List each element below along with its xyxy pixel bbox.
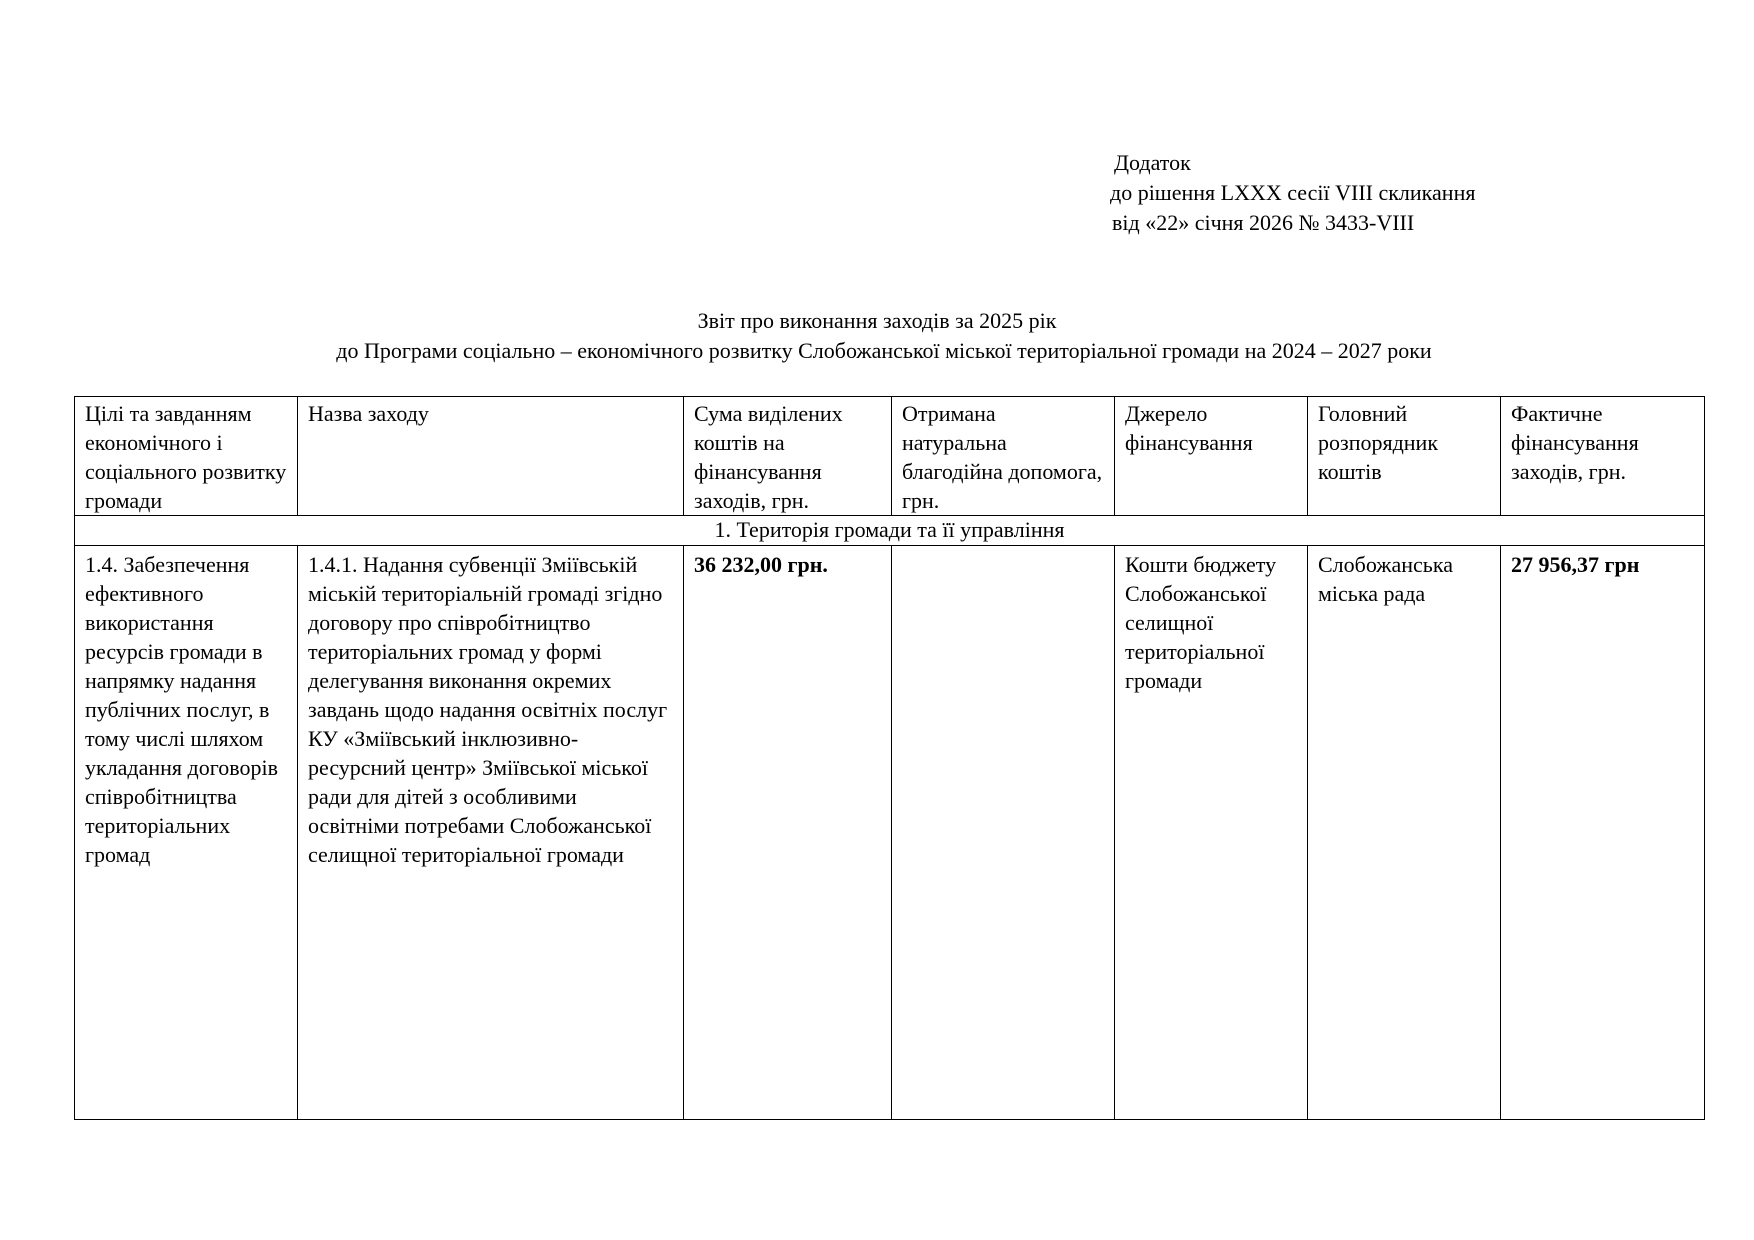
- cell-actual-funding: 27 956,37 грн: [1501, 546, 1705, 1120]
- cell-fund-manager: Слобожанська міська рада: [1308, 546, 1501, 1120]
- report-table: [74, 396, 1705, 1120]
- section-title: 1. Територія громади та її управління: [75, 516, 1705, 546]
- header-allocated-sum: Сума виділених коштів на фінансування заходів, грн.: [684, 397, 892, 516]
- header-fund-manager: Головний розпорядник коштів: [1308, 397, 1501, 516]
- annex-block: [1110, 148, 1475, 238]
- report-title: [0, 306, 1754, 366]
- header-actual-funding: Фактичне фінансування заходів, грн.: [1501, 397, 1705, 516]
- report-title-line-2: до Програми соціально – економічного розвитку Слобожанської міської територіальної громади на 2024 – 2027 роки: [336, 338, 1432, 363]
- annex-decision: до рішення LXXX сесії VIII скликання: [1110, 180, 1476, 205]
- header-goals: Цілі та завданням економічного і соціального розвитку громади: [75, 397, 298, 516]
- cell-goal: 1.4. Забезпечення ефективного використання ресурсів громади в напрямку надання публічних послуг, в тому числі шляхом укладання договорів співробітництва територіальних громад: [75, 546, 298, 1120]
- table-header-row: [75, 397, 1705, 516]
- cell-measure: 1.4.1. Надання субвенції Зміївській міській територіальній громаді згідно договору про співробітництво територіальних громад у формі делегування виконання окремих завдань щодо надання освітніх послуг КУ «Зміївський інклюзивно-ресурсний центр» Зміївської міської ради для дітей з особливими освітніми потребами Слобожанської селищної територіальної громади: [298, 546, 684, 1120]
- cell-allocated-sum: 36 232,00 грн.: [684, 546, 892, 1120]
- annex-date-number: від «22» січня 2026 № 3433-VIII: [1112, 210, 1415, 235]
- annex-title: Додаток: [1114, 150, 1191, 175]
- report-title-line-1: Звіт про виконання заходів за 2025 рік: [697, 308, 1057, 333]
- table-section-row: [75, 516, 1705, 546]
- table-row: [75, 546, 1705, 1120]
- header-measure-name: Назва заходу: [298, 397, 684, 516]
- header-charity-aid: Отримана натуральна благодійна допомога, грн.: [892, 397, 1115, 516]
- cell-funding-source: Кошти бюджету Слобожанської селищної територіальної громади: [1115, 546, 1308, 1120]
- cell-charity-aid: [892, 546, 1115, 1120]
- header-funding-source: Джерело фінансування: [1115, 397, 1308, 516]
